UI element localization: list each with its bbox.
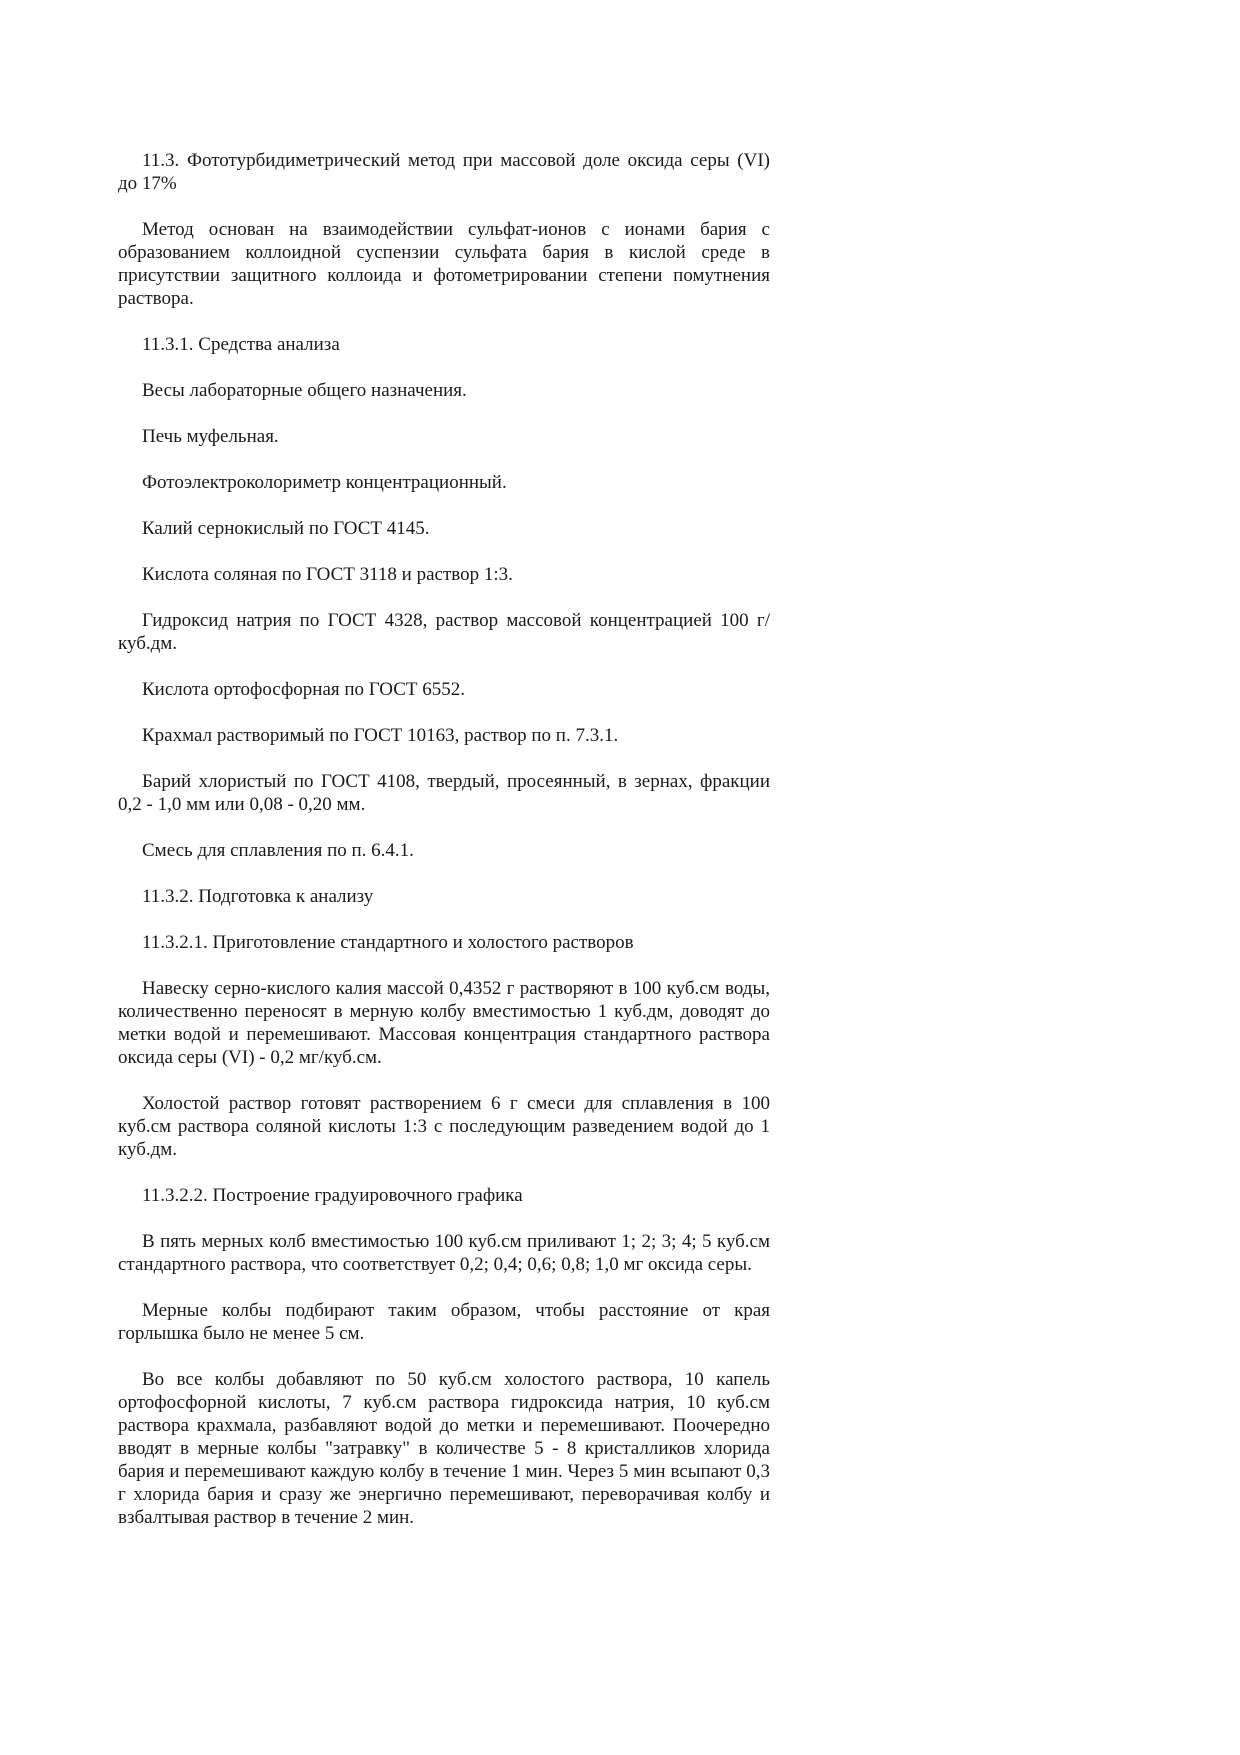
- reagent-item: Крахмал растворимый по ГОСТ 10163, раствор по п. 7.3.1.: [142, 725, 619, 746]
- reagent-item: Калий сернокислый по ГОСТ 4145.: [142, 518, 430, 539]
- equipment-item: Весы лабораторные общего назначения.: [142, 380, 467, 401]
- reagent-item: Кислота соляная по ГОСТ 3118 и раствор 1:3.: [142, 564, 513, 585]
- section-heading-11-3-1: 11.3.1. Средства анализа: [142, 334, 340, 355]
- section-heading-11-3-2-2: 11.3.2.2. Построение градуировочного графика: [142, 1185, 523, 1206]
- reagent-item: Кислота ортофосфорная по ГОСТ 6552.: [142, 679, 466, 700]
- reagent-item: Барий хлористый по ГОСТ 4108, твердый, просеянный, в зернах, фракции 0,2 - 1,0 мм или 0,08 - 0,20 мм.: [118, 771, 770, 815]
- standard-solution-paragraph: Навеску серно-кислого калия массой 0,4352 г растворяют в 100 куб.см воды, количественно переносят в мерную колбу вместимостью 1 куб.дм, доводят до метки водой и перемешивают. Массовая концентрация стандартного раствора оксида серы (VI) - 0,2 мг/куб.см.: [118, 978, 770, 1068]
- equipment-item: Печь муфельная.: [142, 426, 279, 447]
- section-heading-11-3-2-1: 11.3.2.1. Приготовление стандартного и холостого растворов: [142, 932, 634, 953]
- method-description: Метод основан на взаимодействии сульфат-ионов с ионами бария с образованием коллоидной суспензии сульфата бария в кислой среде в присутствии защитного коллоида и фотометрировании степени помутнения раствора.: [118, 219, 770, 309]
- calibration-flasks-paragraph: В пять мерных колб вместимостью 100 куб.см приливают 1; 2; 3; 4; 5 куб.см стандартного раствора, что соответствует 0,2; 0,4; 0,6; 0,8; 1,0 мг оксида серы.: [118, 1231, 770, 1275]
- flask-selection-paragraph: Мерные колбы подбирают таким образом, чтобы расстояние от края горлышка было не менее 5 см.: [118, 1300, 770, 1344]
- equipment-item: Фотоэлектроколориметр концентрационный.: [142, 472, 507, 493]
- section-heading-11-3: 11.3. Фототурбидиметрический метод при массовой доле оксида серы (VI) до 17%: [118, 150, 770, 194]
- procedure-paragraph: Во все колбы добавляют по 50 куб.см холостого раствора, 10 капель ортофосфорной кислоты, 7 куб.см раствора гидроксида натрия, 10 куб.см раствора крахмала, разбавляют водой до метки и перемешивают. Поочередно вводят в мерные колбы "затравку" в количестве 5 - 8 кристалликов хлорида бария и перемешивают каждую колбу в течение 1 мин. Через 5 мин всыпают 0,3 г хлорида бария и сразу же энергично перемешивают, переворачивая колбу и взбалтывая раствор в течение 2 мин.: [118, 1369, 770, 1528]
- reagent-item: Смесь для сплавления по п. 6.4.1.: [142, 840, 414, 861]
- blank-solution-paragraph: Холостой раствор готовят растворением 6 г смеси для сплавления в 100 куб.см раствора соляной кислоты 1:3 с последующим разведением водой до 1 куб.дм.: [118, 1093, 770, 1160]
- document-page: [118, 149, 770, 1529]
- section-heading-11-3-2: 11.3.2. Подготовка к анализу: [142, 886, 374, 907]
- reagent-item: Гидроксид натрия по ГОСТ 4328, раствор массовой концентрацией 100 г/куб.дм.: [118, 610, 770, 654]
